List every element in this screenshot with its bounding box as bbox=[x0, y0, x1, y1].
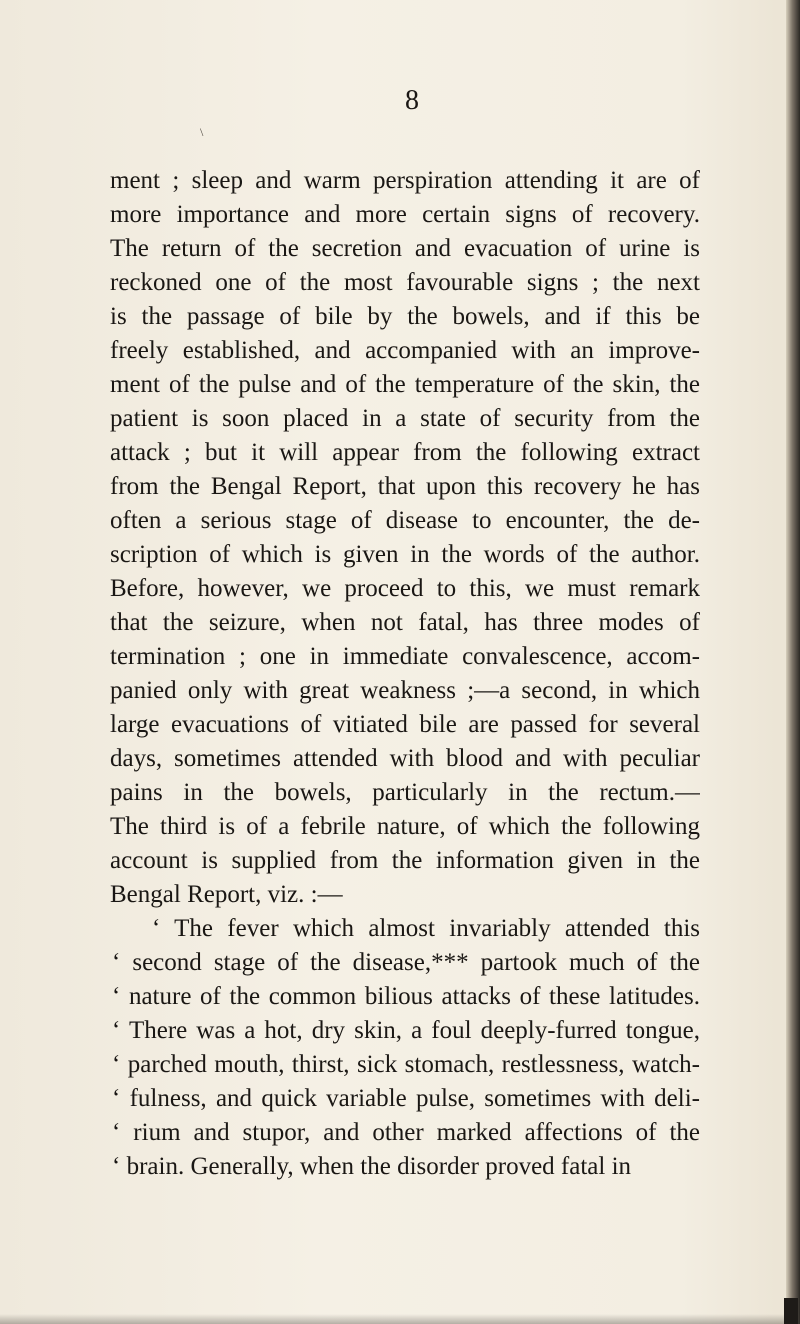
text-line: termination ; one in immediate convalescence, accom- bbox=[110, 643, 700, 670]
text-line: Bengal Report, viz. :— bbox=[110, 881, 343, 908]
corner-mark bbox=[784, 1298, 798, 1324]
text-line: large evacuations of vitiated bile are passed for several bbox=[110, 711, 700, 738]
text-line: freely established, and accompanied with an improve- bbox=[110, 337, 700, 364]
quote-line: ‘ fulness, and quick variable pulse, sometimes with deli- bbox=[112, 1085, 700, 1112]
text-line: that the seizure, when not fatal, has three modes of bbox=[110, 609, 700, 636]
page-number: 8 bbox=[405, 85, 419, 116]
text-line: often a serious stage of disease to encounter, the de- bbox=[110, 507, 700, 534]
quote-line: ‘ nature of the common bilious attacks of these latitudes. bbox=[112, 983, 700, 1010]
text-line: Before, however, we proceed to this, we must remark bbox=[110, 575, 700, 602]
quote-line: ‘ brain. Generally, when the disorder proved fatal in bbox=[112, 1153, 632, 1180]
printer-mark: \ bbox=[200, 125, 204, 139]
text-line: pains in the bowels, particularly in the rectum.— bbox=[110, 779, 700, 806]
text-line: panied only with great weakness ;—a second, in which bbox=[110, 677, 700, 704]
quote-line: ‘ parched mouth, thirst, sick stomach, restlessness, watch- bbox=[112, 1051, 700, 1078]
text-line: The return of the secretion and evacuation of urine is bbox=[110, 235, 700, 262]
text-line: account is supplied from the information given in the bbox=[110, 847, 700, 874]
text-line: patient is soon placed in a state of security from the bbox=[110, 405, 700, 432]
text-line: more importance and more certain signs of recovery. bbox=[110, 201, 700, 228]
text-line: reckoned one of the most favourable signs ; the next bbox=[110, 269, 700, 296]
quote-line: ‘ second stage of the disease,*** partook much of the bbox=[112, 949, 700, 976]
text-line: from the Bengal Report, that upon this recovery he has bbox=[110, 473, 700, 500]
text-line: is the passage of bile by the bowels, and if this be bbox=[110, 303, 700, 330]
bottom-edge-shadow bbox=[0, 1314, 800, 1324]
text-line: ment ; sleep and warm perspiration attending it are of bbox=[110, 167, 700, 194]
text-line: attack ; but it will appear from the following extract bbox=[110, 439, 700, 466]
quote-line: ‘ rium and stupor, and other marked affections of the bbox=[112, 1119, 700, 1146]
quote-line: ‘ There was a hot, dry skin, a foul deeply-furred tongue, bbox=[112, 1017, 700, 1044]
quote-line: ‘ The fever which almost invariably attended this bbox=[152, 915, 700, 942]
text-line: scription of which is given in the words of the author. bbox=[110, 541, 700, 568]
text-line: The third is of a febrile nature, of which the following bbox=[110, 813, 700, 840]
text-line: ment of the pulse and of the temperature of the skin, the bbox=[110, 371, 700, 398]
page-edge-shadow bbox=[786, 0, 800, 1324]
text-line: days, sometimes attended with blood and with peculiar bbox=[110, 745, 700, 772]
